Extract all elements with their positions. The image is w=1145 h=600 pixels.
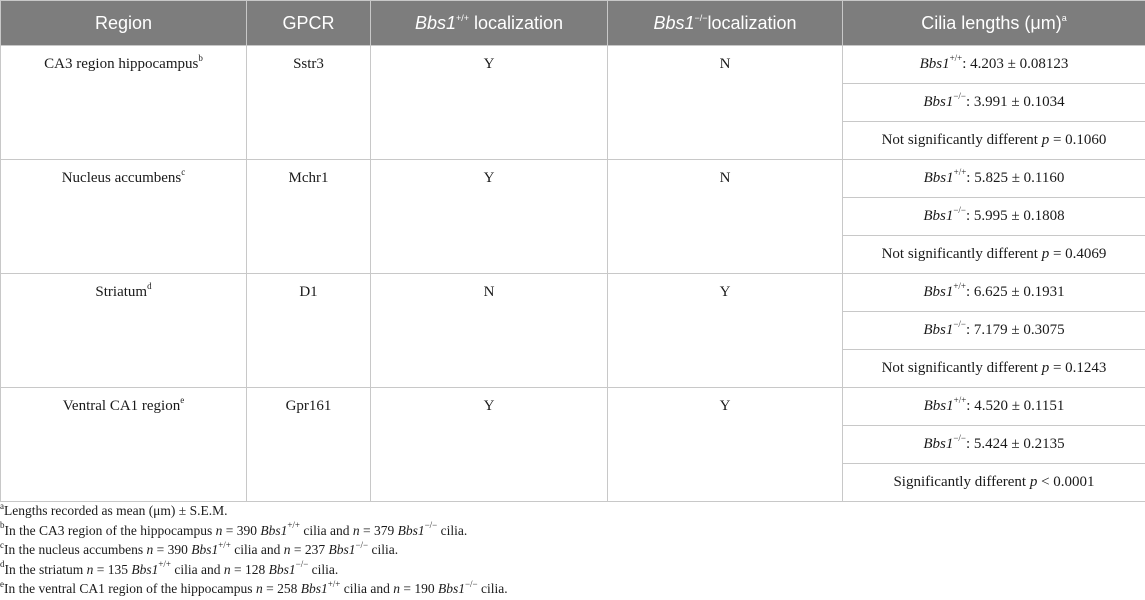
wt-length-cell: Bbs1+/+: 6.625 ± 0.1931 (843, 274, 1145, 312)
wt-localization-cell: Y (371, 46, 608, 160)
ko-length-cell: Bbs1−/−: 5.424 ± 0.2135 (843, 426, 1145, 464)
gpcr-cell: Gpr161 (247, 388, 371, 502)
ko-localization-cell: Y (608, 388, 843, 502)
header-row (1, 1, 1145, 46)
footnote-e: $^e$In the ventral CA1 region of the hippocampus n = 258 Bbs1+/+ cilia and n = 190 Bbs1−/− cilia. (0, 578, 508, 596)
significance-cell: Not significantly different p = 0.1060 (843, 122, 1145, 160)
header-cilia-lengths: Cilia lengths $(\mu m)^a$ (843, 1, 1145, 46)
ko-localization-cell: N (608, 46, 843, 160)
wt-localization-cell: Y (371, 160, 608, 274)
wt-localization-cell: N (371, 274, 608, 388)
region-cell: CA3 region hippocampus$^b$ (1, 46, 247, 160)
header-gpcr: GPCR (247, 1, 371, 46)
gpcr-cell: Sstr3 (247, 46, 371, 160)
region-cell: Ventral CA1 region$^e$ (1, 388, 247, 502)
header-wt-localization: Bbs1+/+ localization (371, 1, 608, 46)
ko-length-cell: Bbs1−/−: 3.991 ± 0.1034 (843, 84, 1145, 122)
significance-cell: Significantly different p < 0.0001 (843, 464, 1145, 502)
header-ko-localization: Bbs1−/−localization (608, 1, 843, 46)
gpcr-cell: D1 (247, 274, 371, 388)
region-cell: Nucleus accumbens$^c$ (1, 160, 247, 274)
table-row (1, 46, 1145, 84)
ko-length-cell: Bbs1−/−: 5.995 ± 0.1808 (843, 198, 1145, 236)
table-row (1, 160, 1145, 198)
ko-length-cell: Bbs1−/−: 7.179 ± 0.3075 (843, 312, 1145, 350)
region-cell: Striatum$^d$ (1, 274, 247, 388)
table-row (1, 274, 1145, 312)
footnote-d: $^d$In the striatum n = 135 Bbs1+/+ cilia and n = 128 Bbs1−/− cilia. (0, 559, 339, 577)
footnote-a: $^a$Lengths recorded as mean (μm) ± S.E.M. (0, 500, 228, 518)
table-footnotes (0, 501, 508, 599)
gpcr-cell: Mchr1 (247, 160, 371, 274)
significance-cell: Not significantly different p = 0.1243 (843, 350, 1145, 388)
wt-length-cell: Bbs1+/+: 4.520 ± 0.1151 (843, 388, 1145, 426)
wt-length-cell: Bbs1+/+: 4.203 ± 0.08123 (843, 46, 1145, 84)
footnote-c: $^c$In the nucleus accumbens n = 390 Bbs1+/+ cilia and n = 237 Bbs1−/− cilia. (0, 539, 399, 557)
wt-localization-cell: Y (371, 388, 608, 502)
ko-localization-cell: N (608, 160, 843, 274)
header-region: Region (1, 1, 247, 46)
wt-length-cell: Bbs1+/+: 5.825 ± 0.1160 (843, 160, 1145, 198)
significance-cell: Not significantly different p = 0.4069 (843, 236, 1145, 274)
table-row (1, 388, 1145, 426)
ko-localization-cell: Y (608, 274, 843, 388)
footnote-b: $^b$In the CA3 region of the hippocampus n = 390 Bbs1+/+ cilia and n = 379 Bbs1−/− cilia. (0, 520, 468, 538)
